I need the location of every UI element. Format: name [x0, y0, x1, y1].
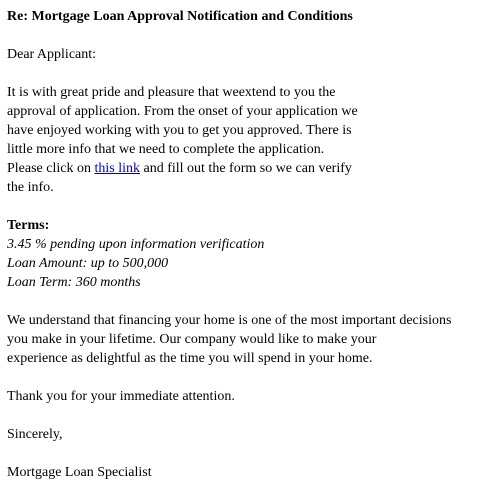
closing-line: Sincerely, — [7, 427, 63, 442]
paragraph-1-line-5 — [7, 159, 500, 178]
link-suffix-text: and fill out the form so we can verify — [140, 161, 352, 176]
paragraph-1-line-1: It is with great pride and pleasure that weextend to you the — [7, 85, 336, 100]
paragraph-1-line-6: the info. — [7, 180, 54, 195]
terms-term: Loan Term: 360 months — [7, 275, 141, 290]
thanks-line: Thank you for your immediate attention. — [7, 389, 235, 404]
verification-link[interactable]: this link — [94, 161, 140, 176]
paragraph-1-line-3: have enjoyed working with you to get you approved. There is — [7, 123, 352, 138]
terms-heading: Terms: — [7, 218, 50, 233]
link-prefix-text: Please click on — [7, 161, 95, 176]
terms-amount: Loan Amount: up to 500,000 — [7, 256, 169, 271]
spacer — [7, 26, 500, 45]
paragraph-2-line-3: experience as delightful as the time you will spend in your home. — [7, 351, 373, 366]
spacer — [7, 368, 500, 387]
terms-rate: 3.45 % pending upon information verification — [7, 237, 265, 252]
paragraph-2-line-1: We understand that financing your home is one of the most important decisions — [7, 313, 452, 328]
spacer — [7, 292, 500, 311]
spacer — [7, 444, 500, 463]
paragraph-2-line-2: you make in your lifetime. Our company would like to make your — [7, 332, 377, 347]
greeting: Dear Applicant: — [7, 47, 97, 62]
email-subject: Re: Mortgage Loan Approval Notification and Conditions — [7, 9, 353, 24]
paragraph-1-line-4: little more info that we need to complete the application. — [7, 142, 325, 157]
spacer — [7, 64, 500, 83]
spacer — [7, 197, 500, 216]
paragraph-1-line-2: approval of application. From the onset of your application we — [7, 104, 358, 119]
spacer — [7, 406, 500, 425]
signature-line: Mortgage Loan Specialist — [7, 465, 152, 480]
